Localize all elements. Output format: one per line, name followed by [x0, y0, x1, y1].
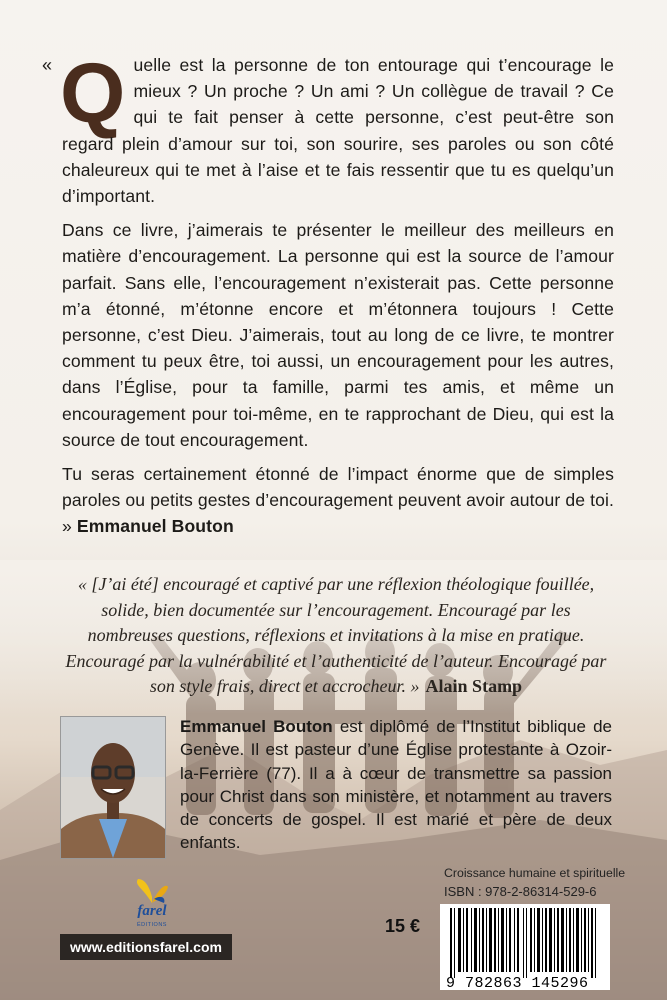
- quote-author: Emmanuel Bouton: [76, 516, 234, 537]
- bio-author-name: Emmanuel Bouton: [180, 717, 333, 736]
- author-bio: [180, 715, 612, 855]
- quote-paragraph-2: Dans ce livre, j’aimerais te présenter le meilleur des meilleurs en matière d’encouragement. La personne qui est la source de l’amour parfait. Sans elle, l’encouragement n’existerait pas. Cette personne m’a étonné, m’étonne encore et m’étonnera toujours ! Cette personne, c’est Dieu. J’aimerais, tout au long de ce livre, te montrer comment tu peux être, toi aussi, un encouragement pour les autres, dans l’Église, pour ta famille, parmi tes amis, et même un encouragement pour toi-même, en te rapprochant de Dieu, qui est la source de tout encouragement.: [62, 220, 614, 450]
- publisher-logo-sub: ÉDITIONS: [137, 922, 167, 928]
- quote-paragraph-1: [60, 46, 614, 209]
- quote-paragraph-3-text: Tu seras certainement étonné de l’impact énorme que de simples paroles ou petits gestes d’encouragement peuvent avoir autour de toi. »: [62, 464, 614, 537]
- bio-text: est diplômé de l’Institut biblique de Genève. Il est pasteur d’une Église protestante à Ozoir-la-Ferrière (77). Il a à cœur de transmettre sa passion pour Christ dans son ministère, et notamment au travers de concerts de gospel. Il est marié et père de deux enfants.: [180, 717, 613, 853]
- quote-open-mark: «: [42, 55, 53, 75]
- endorsement: [60, 572, 612, 700]
- quote-paragraph-3: [62, 461, 614, 540]
- quote-paragraph-1-text: uelle est la personne de ton entourage qui t’encourage le mieux ? Un proche ? Un ami ? Un collègue de travail ? Ce qui te fait penser à cette personne, c’est peut-être son regard plein d’amour sur toi, son sourire, ses paroles ou son côté chaleureux qui te met à l’aise et te fais ressentir que tu es quelqu’un d’important.: [62, 55, 614, 207]
- isbn: ISBN : 978-2-86314-529-6: [444, 884, 597, 899]
- barcode-digits: 9 782863 145296: [446, 975, 589, 992]
- endorsement-text: « [J’ai été] encouragé et captivé par une réflexion théologique fouillée, solide, bien documentée sur l’encouragement. Encouragé par les nombreuses questions, réflexions et invitations à la mise en pratique. Encouragé par la vulnérabilité et l’authenticité de l’auteur. Encouragé par son style frais, direct et accrocheur. »: [65, 574, 607, 697]
- dropcap-letter: Q: [60, 46, 126, 140]
- endorsement-author: Alain Stamp: [425, 676, 523, 697]
- price: 15 €: [385, 916, 421, 936]
- category: Croissance humaine et spirituelle: [444, 866, 626, 880]
- author-photo: [60, 716, 166, 859]
- main-quote: [42, 46, 614, 548]
- publisher-logo-name: farel: [137, 903, 167, 919]
- publisher-url[interactable]: [60, 934, 232, 960]
- publisher-logo: [132, 877, 172, 937]
- publisher-url-text: www.editionsfarel.com: [70, 939, 222, 955]
